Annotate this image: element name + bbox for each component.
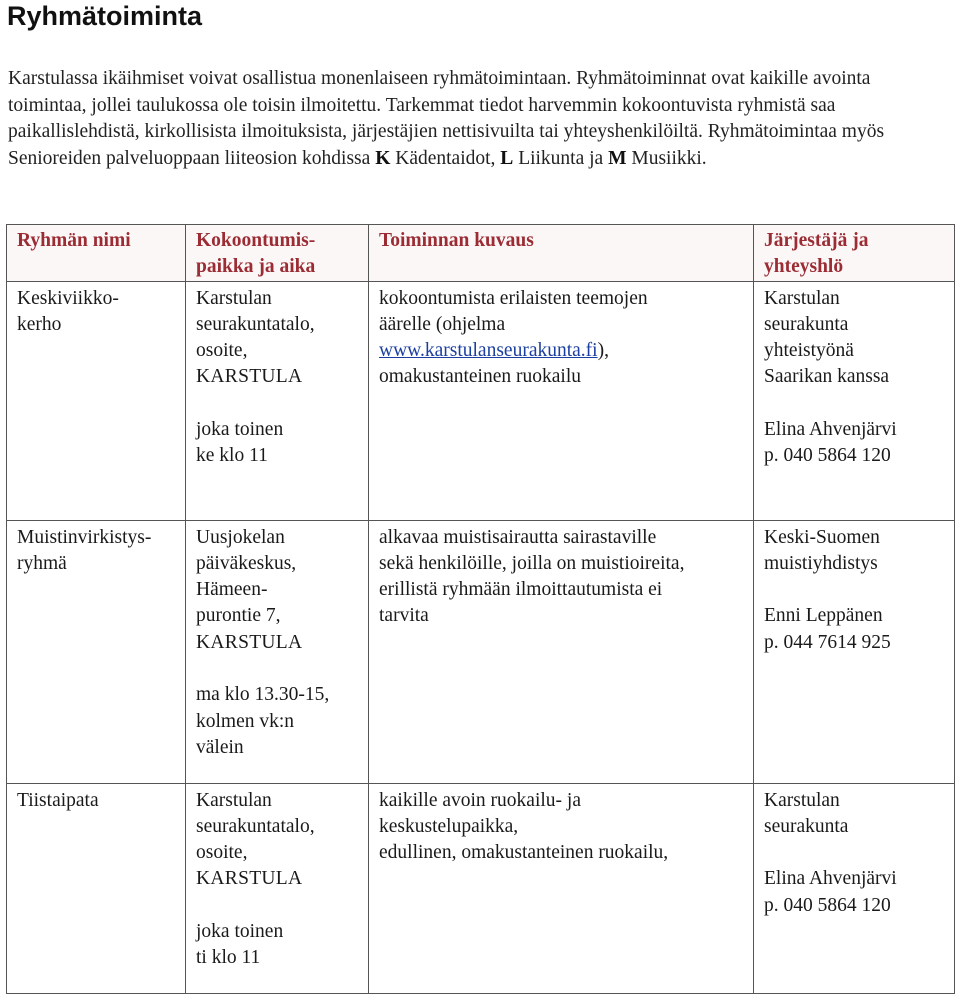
group-activities-table	[6, 224, 955, 994]
table-row	[7, 783, 955, 993]
contact-name: Elina Ahvenjärvi	[764, 419, 897, 441]
contact-phone: p. 040 5864 120	[764, 445, 891, 467]
website-link[interactable]: www.karstulanseurakunta.fi	[379, 340, 598, 362]
category-k-label: Kädentaidot,	[395, 147, 496, 169]
group-name-cell: Tiistaipata	[7, 783, 186, 993]
description-cell: kokoontumista erilaisten teemojen äärelle (ohjelma www.karstulanseurakunta.fi), omakustanteinen ruokailu	[369, 281, 754, 520]
meeting-place-cell: Karstulan seurakuntatalo, osoite, KARSTULA joka toinen ke klo 11	[186, 281, 369, 520]
description-cell: alkavaa muistisairautta sairastaville sekä henkilöille, joilla on muistioireita, erillistä ryhmään ilmoittautumista ei tarvita	[369, 520, 754, 783]
category-m-label: Musiikki.	[631, 147, 707, 169]
category-l: L	[500, 147, 514, 169]
organizer-cell: Karstulan seurakunta yhteistyönä Saarikan kanssa Elina Ahvenjärvi p. 040 5864 120	[754, 281, 955, 520]
contact-name: Enni Leppänen	[764, 605, 883, 627]
meeting-place-cell: Uusjokelan päiväkeskus, Hämeen- purontie 7, KARSTULA ma klo 13.30-15, kolmen vk:n välein	[186, 520, 369, 783]
description-cell: kaikille avoin ruokailu- ja keskustelupaikka, edullinen, omakustanteinen ruokailu,	[369, 783, 754, 993]
group-name-cell: Keskiviikko- kerho	[7, 281, 186, 520]
header-group-name: Ryhmän nimi	[7, 225, 186, 282]
table-row	[7, 281, 955, 520]
category-l-label: Liikunta ja	[518, 147, 604, 169]
table-header-row	[7, 225, 955, 282]
intro-paragraph	[8, 66, 953, 172]
meeting-place-cell: Karstulan seurakuntatalo, osoite, KARSTULA joka toinen ti klo 11	[186, 783, 369, 993]
contact-phone: p. 040 5864 120	[764, 894, 891, 916]
contact-phone: p. 044 7614 925	[764, 631, 891, 653]
organizer-cell: Karstulan seurakunta Elina Ahvenjärvi p. 040 5864 120	[754, 783, 955, 993]
group-name-cell: Muistinvirkistys- ryhmä	[7, 520, 186, 783]
organizer-cell: Keski-Suomen muistiyhdistys Enni Leppänen p. 044 7614 925	[754, 520, 955, 783]
header-description: Toiminnan kuvaus	[369, 225, 754, 282]
category-m: M	[608, 147, 627, 169]
intro-text: Karstulassa ikäihmiset voivat osallistua monenlaiseen ryhmätoimintaan. Ryhmätoiminnat ovat kaikille avointa toimintaa, jollei taulukossa ole toisin ilmoitettu. Tarkemmat tiedot harvemmin kokoontuvista ryhmistä saa paikallislehdistä, kirkollisista ilmoituksista, järjestäjien nettisivuilta tai yhteyshenkilöiltä. Ryhmätoimintaa myös Senioreiden palveluoppaan liiteosion kohdissa	[8, 68, 885, 169]
header-organizer: Järjestäjä ja yhteyshlö	[754, 225, 955, 282]
table-row	[7, 520, 955, 783]
header-meeting-place: Kokoontumis- paikka ja aika	[186, 225, 369, 282]
contact-name: Elina Ahvenjärvi	[764, 868, 897, 890]
page-title: Ryhmätoiminta	[7, 1, 203, 31]
category-k: K	[375, 147, 391, 169]
